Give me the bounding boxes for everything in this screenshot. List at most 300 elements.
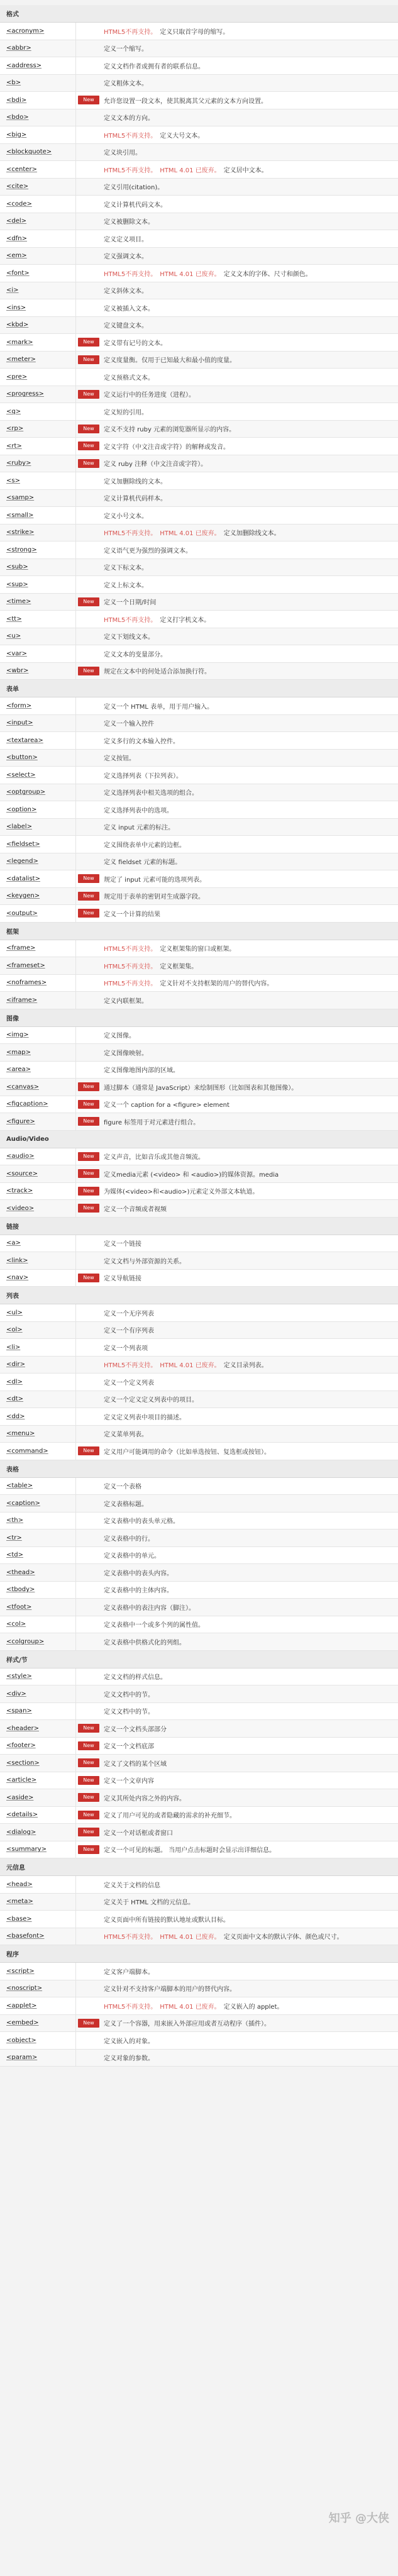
column-divider xyxy=(75,1755,76,1772)
tag-link[interactable]: <aside> xyxy=(6,1794,34,1801)
tag-link[interactable]: <tr> xyxy=(6,1534,22,1541)
tag-link[interactable]: <details> xyxy=(6,1811,38,1819)
tag-description xyxy=(104,905,394,922)
tag-link[interactable]: <footer> xyxy=(6,1742,36,1750)
tag-description xyxy=(104,213,394,230)
tag-link[interactable]: <s> xyxy=(6,477,20,484)
description-text: 定义文本的字体、尺寸和颜色。 xyxy=(223,270,312,278)
tag-link[interactable]: <ins> xyxy=(6,304,26,311)
table-row xyxy=(0,628,398,646)
tag-description xyxy=(104,507,394,524)
description-text: 定义下划线文本。 xyxy=(104,634,154,641)
tag-link[interactable]: <col> xyxy=(6,1621,26,1628)
tag-link[interactable]: <sup> xyxy=(6,580,28,588)
tag-link[interactable]: <dd> xyxy=(6,1413,25,1420)
tag-link[interactable]: <wbr> xyxy=(6,667,29,675)
table-row xyxy=(0,23,398,40)
tag-link[interactable]: <u> xyxy=(6,633,21,640)
tag-link[interactable]: <code> xyxy=(6,200,32,208)
tag-link[interactable]: <meta> xyxy=(6,1898,33,1906)
description-text: 定义选择列表中相关选项的组合。 xyxy=(104,790,198,797)
tag-description xyxy=(104,421,394,438)
tag-link[interactable]: <datalist> xyxy=(6,875,40,882)
tag-link[interactable]: <progress> xyxy=(6,391,44,398)
tag-link[interactable]: <img> xyxy=(6,1031,29,1039)
table-row xyxy=(0,1547,398,1565)
tag-link[interactable]: <td> xyxy=(6,1552,24,1559)
table-row xyxy=(0,525,398,542)
new-badge: New xyxy=(78,667,99,675)
tag-link[interactable]: <head> xyxy=(6,1880,33,1888)
description-text: 定义文本的变量部分。 xyxy=(104,651,167,658)
column-divider xyxy=(75,1963,76,1980)
tag-link[interactable]: <cite> xyxy=(6,183,29,191)
description-text: 定义大号文本。 xyxy=(160,132,204,140)
column-divider xyxy=(75,1807,76,1824)
tag-link[interactable]: <rt> xyxy=(6,442,22,450)
section-title: 元信息 xyxy=(6,1865,25,1872)
tag-link[interactable]: <caption> xyxy=(6,1499,40,1507)
tag-link[interactable]: <table> xyxy=(6,1482,33,1490)
tag-link[interactable]: <noframes> xyxy=(6,979,47,987)
description-text: 定义斜体文本。 xyxy=(104,288,148,296)
tag-link[interactable]: <canvas> xyxy=(6,1083,39,1091)
column-divider xyxy=(75,1980,76,1997)
column-divider xyxy=(75,57,76,74)
tag-link[interactable]: <tt> xyxy=(6,615,22,623)
table-row xyxy=(0,161,398,179)
tag-link[interactable]: <select> xyxy=(6,771,36,779)
table-row xyxy=(0,490,398,508)
tag-link[interactable]: <fieldset> xyxy=(6,840,40,848)
table-row xyxy=(0,507,398,525)
tag-description xyxy=(104,1252,394,1269)
tag-link[interactable]: <command> xyxy=(6,1447,48,1455)
table-row xyxy=(0,1911,398,1928)
column-divider xyxy=(75,386,76,403)
tag-link[interactable]: <input> xyxy=(6,719,33,727)
description-text: 定义一个列表项 xyxy=(104,1345,148,1352)
tag-description xyxy=(104,1339,394,1356)
table-row xyxy=(0,1357,398,1374)
section-header xyxy=(0,1651,398,1668)
column-divider xyxy=(75,1339,76,1356)
description-text: 定义针对不支持客户端脚本的用户的替代内容。 xyxy=(104,1986,236,1994)
table-row xyxy=(0,57,398,75)
column-divider xyxy=(75,1564,76,1581)
section-title: 表单 xyxy=(6,686,19,693)
column-divider xyxy=(75,421,76,438)
table-row xyxy=(0,1304,398,1322)
table-row xyxy=(0,144,398,162)
description-text: 定义只取首字母的缩写。 xyxy=(160,28,229,36)
description-text: 定义表格中的单元。 xyxy=(104,1553,160,1560)
tag-link[interactable]: <small> xyxy=(6,511,34,519)
tag-link[interactable]: <center> xyxy=(6,165,37,173)
description-text: 定义小号文本。 xyxy=(104,513,148,520)
description-text: 定义不支持 ruby 元素的浏览器所显示的内容。 xyxy=(104,426,236,434)
table-row xyxy=(0,715,398,733)
tag-description xyxy=(104,57,394,74)
tag-link[interactable]: <time> xyxy=(6,598,31,606)
column-divider xyxy=(75,1547,76,1564)
section-header xyxy=(0,923,398,940)
column-divider xyxy=(75,645,76,662)
tag-description xyxy=(104,403,394,420)
table-row xyxy=(0,888,398,906)
table-row xyxy=(0,1963,398,1980)
table-row xyxy=(0,1426,398,1443)
description-text: 定义按钮。 xyxy=(104,755,135,763)
column-divider xyxy=(75,853,76,870)
tag-link[interactable]: <style> xyxy=(6,1673,32,1680)
tag-link[interactable]: <var> xyxy=(6,650,27,657)
tag-link[interactable]: <audio> xyxy=(6,1153,35,1160)
tag-link[interactable]: <blockquote> xyxy=(6,148,52,156)
table-row xyxy=(0,1668,398,1686)
tag-link[interactable]: <ol> xyxy=(6,1326,23,1334)
tag-link[interactable]: <tfoot> xyxy=(6,1603,32,1611)
tag-description xyxy=(104,1391,394,1408)
tag-link[interactable]: <script> xyxy=(6,1967,35,1975)
tag-link[interactable]: <em> xyxy=(6,252,27,260)
column-divider xyxy=(75,1062,76,1079)
column-divider xyxy=(75,179,76,196)
tag-link[interactable]: <div> xyxy=(6,1690,26,1697)
tag-description xyxy=(104,1720,394,1737)
tag-link[interactable]: <frameset> xyxy=(6,962,45,969)
column-divider xyxy=(75,1513,76,1530)
new-badge: New xyxy=(78,1274,99,1282)
tag-link[interactable]: <optgroup> xyxy=(6,789,46,796)
section-header xyxy=(0,1218,398,1235)
column-divider xyxy=(75,2015,76,2032)
tag-link[interactable]: <object> xyxy=(6,2036,36,2044)
table-row xyxy=(0,2050,398,2067)
tag-link[interactable]: <embed> xyxy=(6,2019,39,2027)
table-row xyxy=(0,1685,398,1703)
description-text: 定义 fieldset 元素的标题。 xyxy=(104,859,182,867)
tag-description xyxy=(104,1443,394,1460)
column-divider xyxy=(75,1270,76,1287)
tag-link[interactable]: <acronym> xyxy=(6,27,45,35)
table-row xyxy=(0,819,398,836)
description-text: 定义框架集。 xyxy=(160,963,198,970)
tag-link[interactable]: <kbd> xyxy=(6,321,29,329)
html5-unsupported-note: HTML5不再支持。 xyxy=(104,270,157,278)
column-divider xyxy=(75,455,76,472)
tag-description xyxy=(104,1322,394,1339)
column-divider xyxy=(75,1426,76,1443)
column-divider xyxy=(75,1997,76,2014)
tag-link[interactable]: <section> xyxy=(6,1759,40,1767)
section-title: Audio/Video xyxy=(6,1135,49,1143)
description-text: 定义一个文章内容 xyxy=(104,1778,154,1785)
table-row xyxy=(0,1616,398,1634)
tag-link[interactable]: <dt> xyxy=(6,1396,24,1403)
tag-link[interactable]: <article> xyxy=(6,1777,37,1784)
html401-deprecated-note: HTML 4.01 已废弃。 xyxy=(160,1934,221,1941)
column-divider xyxy=(75,1252,76,1269)
tag-link[interactable]: <figure> xyxy=(6,1118,35,1125)
tag-description xyxy=(104,23,394,40)
description-text: 定义字符（中文注音或字符）的解释或发音。 xyxy=(104,443,229,451)
tag-link[interactable]: <samp> xyxy=(6,494,35,502)
column-divider xyxy=(75,1165,76,1182)
column-divider xyxy=(75,369,76,386)
column-divider xyxy=(75,784,76,801)
tag-description xyxy=(104,144,394,161)
new-badge: New xyxy=(78,1758,99,1767)
section-header xyxy=(0,5,398,23)
tag-description xyxy=(104,299,394,316)
table-row xyxy=(0,1079,398,1096)
tag-link[interactable]: <a> xyxy=(6,1240,21,1247)
tag-description xyxy=(104,853,394,870)
tag-link[interactable]: <iframe> xyxy=(6,996,38,1004)
tag-link[interactable]: <area> xyxy=(6,1066,31,1074)
tag-link[interactable]: <abbr> xyxy=(6,45,31,52)
tag-link[interactable]: <keygen> xyxy=(6,892,40,900)
column-divider xyxy=(75,1928,76,1945)
tag-description xyxy=(104,490,394,507)
tag-link[interactable]: <button> xyxy=(6,754,38,762)
description-text: 通过脚本（通常是 JavaScript）来绘制图形（比如图表和其他图像）。 xyxy=(104,1084,298,1092)
html5-unsupported-note: HTML5不再支持。 xyxy=(104,1934,157,1941)
tag-link[interactable]: <noscript> xyxy=(6,1985,43,1992)
column-divider xyxy=(75,352,76,369)
tag-link[interactable]: <span> xyxy=(6,1707,32,1715)
description-text: 定义一个输入控件 xyxy=(104,721,154,728)
column-divider xyxy=(75,1044,76,1061)
tag-description xyxy=(104,767,394,784)
table-row xyxy=(0,386,398,404)
description-text: 定义对象的参数。 xyxy=(104,2055,154,2063)
tag-link[interactable]: <q> xyxy=(6,408,21,415)
tag-link[interactable]: <summary> xyxy=(6,1846,47,1853)
watermark: 知乎 @大侠 xyxy=(328,2512,389,2525)
description-text: 定义一个音频或者视频 xyxy=(104,1206,167,1213)
tag-link[interactable]: <nav> xyxy=(6,1274,29,1282)
column-divider xyxy=(75,992,76,1009)
column-divider xyxy=(75,507,76,524)
table-row xyxy=(0,109,398,127)
table-row xyxy=(0,767,398,784)
description-text: 定义框架集的窗口或框架。 xyxy=(160,946,236,953)
table-row xyxy=(0,975,398,992)
tag-link[interactable]: <address> xyxy=(6,62,42,69)
tag-description xyxy=(104,1582,394,1599)
description-text: 定义度量衡。仅用于已知最大和最小值的度量。 xyxy=(104,357,236,365)
column-divider xyxy=(75,663,76,680)
column-divider xyxy=(75,403,76,420)
column-divider xyxy=(75,697,76,714)
table-row xyxy=(0,1270,398,1287)
tag-description xyxy=(104,1044,394,1061)
tag-description xyxy=(104,2050,394,2067)
tag-link[interactable]: <thead> xyxy=(6,1568,35,1576)
tag-link[interactable]: <pre> xyxy=(6,373,28,380)
table-row xyxy=(0,126,398,144)
tag-link[interactable]: <bdo> xyxy=(6,114,29,121)
table-row xyxy=(0,870,398,888)
column-divider xyxy=(75,1408,76,1425)
tag-link[interactable]: <tbody> xyxy=(6,1586,35,1594)
table-row xyxy=(0,801,398,819)
table-row xyxy=(0,403,398,421)
description-text: 定义下标文本。 xyxy=(104,565,148,572)
tag-link[interactable]: <dl> xyxy=(6,1378,23,1385)
description-text: 定义其所处内容之外的内容。 xyxy=(104,1795,185,1802)
tag-link[interactable]: <big> xyxy=(6,131,27,138)
column-divider xyxy=(75,1079,76,1096)
tag-description xyxy=(104,1911,394,1928)
tag-description xyxy=(104,611,394,628)
column-divider xyxy=(75,1824,76,1841)
description-text: 定义打字机文本。 xyxy=(160,616,211,624)
description-text: 定义计算机代码文本。 xyxy=(104,201,167,209)
table-row xyxy=(0,750,398,767)
tag-description xyxy=(104,1841,394,1858)
description-text: 定义加删除线的文本。 xyxy=(104,478,167,486)
table-row xyxy=(0,299,398,317)
description-text: 定义定义项目。 xyxy=(104,236,148,243)
tag-description xyxy=(104,196,394,213)
tag-link[interactable]: <link> xyxy=(6,1257,28,1264)
tag-description xyxy=(104,1703,394,1720)
tag-link[interactable]: <figcaption> xyxy=(6,1101,48,1108)
new-badge: New xyxy=(78,390,99,399)
table-row xyxy=(0,594,398,611)
column-divider xyxy=(75,1894,76,1911)
tag-link[interactable]: <legend> xyxy=(6,858,38,865)
tag-link[interactable]: <sub> xyxy=(6,564,28,571)
tag-link[interactable]: <dfn> xyxy=(6,235,27,242)
table-row xyxy=(0,352,398,369)
description-text: 定义运行中的任务进度（进程）。 xyxy=(104,392,195,399)
table-row xyxy=(0,663,398,680)
tag-link[interactable]: <del> xyxy=(6,218,27,225)
tag-description xyxy=(104,1235,394,1252)
description-text: 定义表格标题。 xyxy=(104,1501,148,1508)
table-row xyxy=(0,1165,398,1183)
tag-description xyxy=(104,352,394,369)
tag-link[interactable]: <dialog> xyxy=(6,1828,36,1836)
description-text: 定义页面中所有链接的默认地址或默认目标。 xyxy=(104,1916,229,1924)
tag-description xyxy=(104,1547,394,1564)
table-row xyxy=(0,1252,398,1270)
tag-description xyxy=(104,1789,394,1806)
tag-link[interactable]: <li> xyxy=(6,1343,21,1351)
tag-link[interactable]: <ul> xyxy=(6,1309,23,1316)
tag-link[interactable]: <colgroup> xyxy=(6,1638,45,1645)
tag-link[interactable]: <meter> xyxy=(6,356,36,364)
column-divider xyxy=(75,1113,76,1130)
description-text: 定义居中文本。 xyxy=(223,167,268,174)
new-badge: New xyxy=(78,2019,99,2028)
tag-link[interactable]: <textarea> xyxy=(6,736,43,744)
tag-description xyxy=(104,1633,394,1650)
tag-link[interactable]: <menu> xyxy=(6,1430,35,1438)
tag-link[interactable]: <form> xyxy=(6,702,32,709)
html5-unsupported-note: HTML5不再支持。 xyxy=(104,1362,157,1370)
tag-link[interactable]: <i> xyxy=(6,287,19,294)
description-text: 定义一个 HTML 表单，用于用户输入。 xyxy=(104,703,214,711)
new-badge: New xyxy=(78,1793,99,1802)
description-text: 定义粗体文本。 xyxy=(104,80,148,88)
description-text: 定义关于 HTML 文档的元信息。 xyxy=(104,1899,195,1907)
tag-description xyxy=(104,715,394,732)
tag-link[interactable]: <dir> xyxy=(6,1361,25,1368)
tag-link[interactable]: <mark> xyxy=(6,338,33,346)
tag-link[interactable]: <source> xyxy=(6,1170,38,1177)
description-text: 定义表格中的表头内容。 xyxy=(104,1570,173,1577)
tag-link[interactable]: <track> xyxy=(6,1187,33,1195)
column-divider xyxy=(75,2050,76,2067)
description-text: 定义一个链接 xyxy=(104,1241,141,1248)
section-header xyxy=(0,1287,398,1304)
table-row xyxy=(0,1599,398,1616)
tag-link[interactable]: <option> xyxy=(6,806,37,813)
table-row xyxy=(0,1148,398,1166)
tag-link[interactable]: <frame> xyxy=(6,945,36,952)
table-row xyxy=(0,1703,398,1721)
column-divider xyxy=(75,715,76,732)
description-text: 定义一个 caption for a <figure> element xyxy=(104,1102,229,1109)
column-divider xyxy=(75,1357,76,1374)
new-badge: New xyxy=(78,1082,99,1091)
table-row xyxy=(0,265,398,282)
column-divider xyxy=(75,317,76,334)
tag-link[interactable]: <rp> xyxy=(6,425,24,433)
tag-link[interactable]: <applet> xyxy=(6,2002,37,2009)
html401-deprecated-note: HTML 4.01 已废弃。 xyxy=(160,167,221,174)
tag-link[interactable]: <output> xyxy=(6,909,38,917)
tag-link[interactable]: <basefont> xyxy=(6,1933,45,1940)
column-divider xyxy=(75,1633,76,1650)
table-row xyxy=(0,282,398,300)
tag-link[interactable]: <th> xyxy=(6,1517,24,1524)
tag-link[interactable]: <strike> xyxy=(6,529,35,536)
html5-unsupported-note: HTML5不再支持。 xyxy=(104,167,157,174)
tag-description xyxy=(104,1478,394,1495)
tag-link[interactable]: <b> xyxy=(6,79,21,87)
tag-description xyxy=(104,1997,394,2014)
tag-description xyxy=(104,248,394,265)
table-row xyxy=(0,334,398,352)
description-text: 定义菜单列表。 xyxy=(104,1431,148,1439)
html5-unsupported-note: HTML5不再支持。 xyxy=(104,530,157,538)
tag-link[interactable]: <bdi> xyxy=(6,96,27,104)
tag-link[interactable]: <ruby> xyxy=(6,460,31,467)
description-text: 定义了用户可见的或者隐藏的需求的补充细节。 xyxy=(104,1813,236,1820)
tag-description xyxy=(104,1408,394,1425)
tag-link[interactable]: <video> xyxy=(6,1204,35,1212)
column-divider xyxy=(75,1616,76,1633)
column-divider xyxy=(75,801,76,818)
tag-description xyxy=(104,1894,394,1911)
tag-link[interactable]: <map> xyxy=(6,1048,31,1056)
tag-link[interactable]: <header> xyxy=(6,1724,39,1732)
tag-link[interactable]: <param> xyxy=(6,2054,38,2062)
tag-link[interactable]: <font> xyxy=(6,269,30,277)
tag-link[interactable]: <base> xyxy=(6,1915,32,1923)
tag-link[interactable]: <label> xyxy=(6,823,32,831)
tag-link[interactable]: <strong> xyxy=(6,546,37,553)
tag-description xyxy=(104,1824,394,1841)
tag-description xyxy=(104,645,394,662)
new-badge: New xyxy=(78,96,99,104)
